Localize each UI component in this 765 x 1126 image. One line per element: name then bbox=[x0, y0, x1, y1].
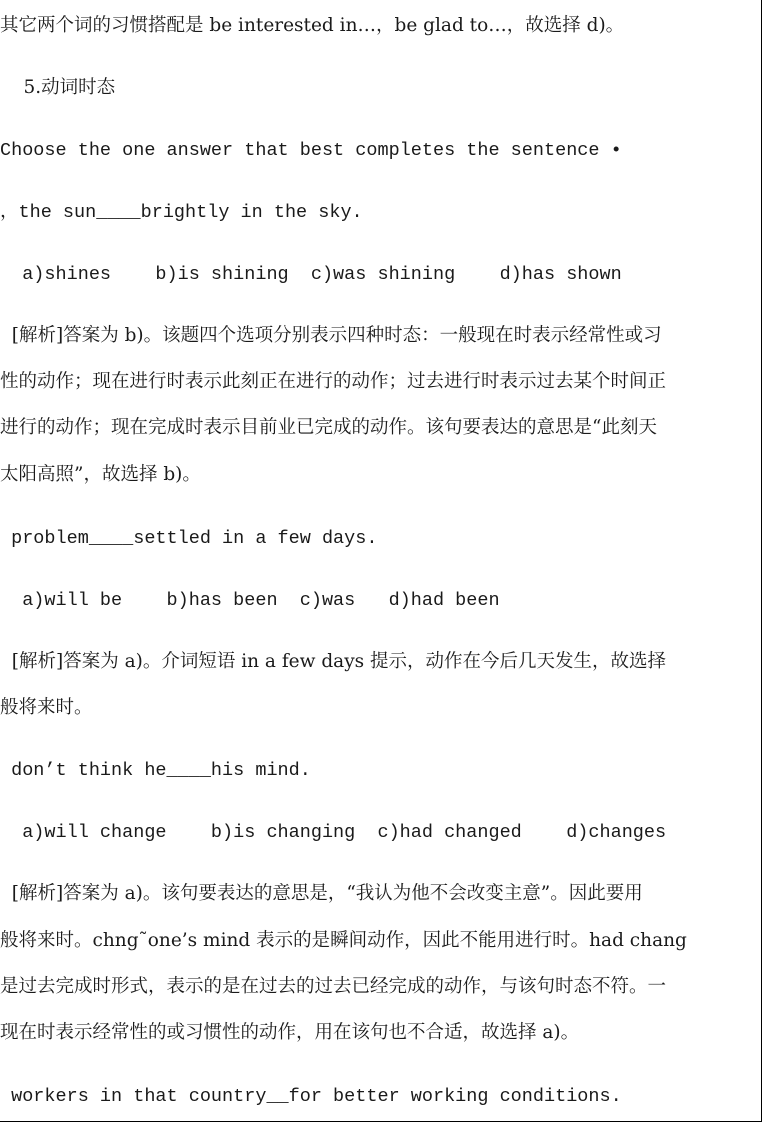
question-2-explanation-line-1: [解析]答案为 a)。介词短语 in a few days 提示，动作在今后几天发生，故选择 bbox=[0, 651, 667, 672]
question-3-stem: don’t think he____his mind. bbox=[0, 760, 311, 781]
question-2-explanation-line-2: 般将来时。 bbox=[0, 697, 93, 718]
section-heading-tenses: 5.动词时态 bbox=[0, 77, 116, 98]
question-3-explanation-line-3: 是过去完成时形式，表示的是在过去的过去已经完成的动作，与该句时态不符。一 bbox=[0, 976, 667, 997]
text-line-1: 其它两个词的习惯搭配是 be interested in…，be glad to…，故选择 d)。 bbox=[0, 15, 625, 36]
question-1-options: a)shines b)is shining c)was shining d)has shown bbox=[0, 264, 622, 285]
question-3-explanation-line-1: [解析]答案为 a)。该句要表达的意思是，“我认为他不会改变主意”。因此要用 bbox=[0, 883, 643, 904]
question-3-explanation-line-2: 般将来时。chng˜one’s mind 表示的是瞬间动作，因此不能用进行时。had chang bbox=[0, 930, 687, 951]
question-1-stem: ，the sun____brightly in the sky. bbox=[0, 202, 363, 223]
instruction-line: Choose the one answer that best completes the sentence • bbox=[0, 140, 622, 161]
question-2-stem: problem____settled in a few days. bbox=[0, 528, 378, 549]
question-3-explanation-line-4: 现在时表示经常性的或习惯性的动作，用在该句也不合适，故选择 a)。 bbox=[0, 1022, 580, 1043]
question-2-options: a)will be b)has been c)was d)had been bbox=[0, 590, 500, 611]
question-1-explanation-line-4: 太阳高照”，故选择 b)。 bbox=[0, 464, 201, 485]
question-1-explanation-line-2: 性的动作；现在进行时表示此刻正在进行的动作；过去进行时表示过去某个时间正 bbox=[0, 371, 667, 392]
question-4-stem: workers in that country__for better working conditions. bbox=[0, 1086, 622, 1107]
question-1-explanation-line-3: 进行的动作；现在完成时表示目前业已完成的动作。该句要表达的意思是“此刻天 bbox=[0, 417, 657, 438]
question-3-options: a)will change b)is changing c)had changed d)changes bbox=[0, 822, 667, 843]
question-1-explanation-line-1: [解析]答案为 b)。该题四个选项分别表示四种时态：一般现在时表示经常性或习 bbox=[0, 325, 662, 346]
